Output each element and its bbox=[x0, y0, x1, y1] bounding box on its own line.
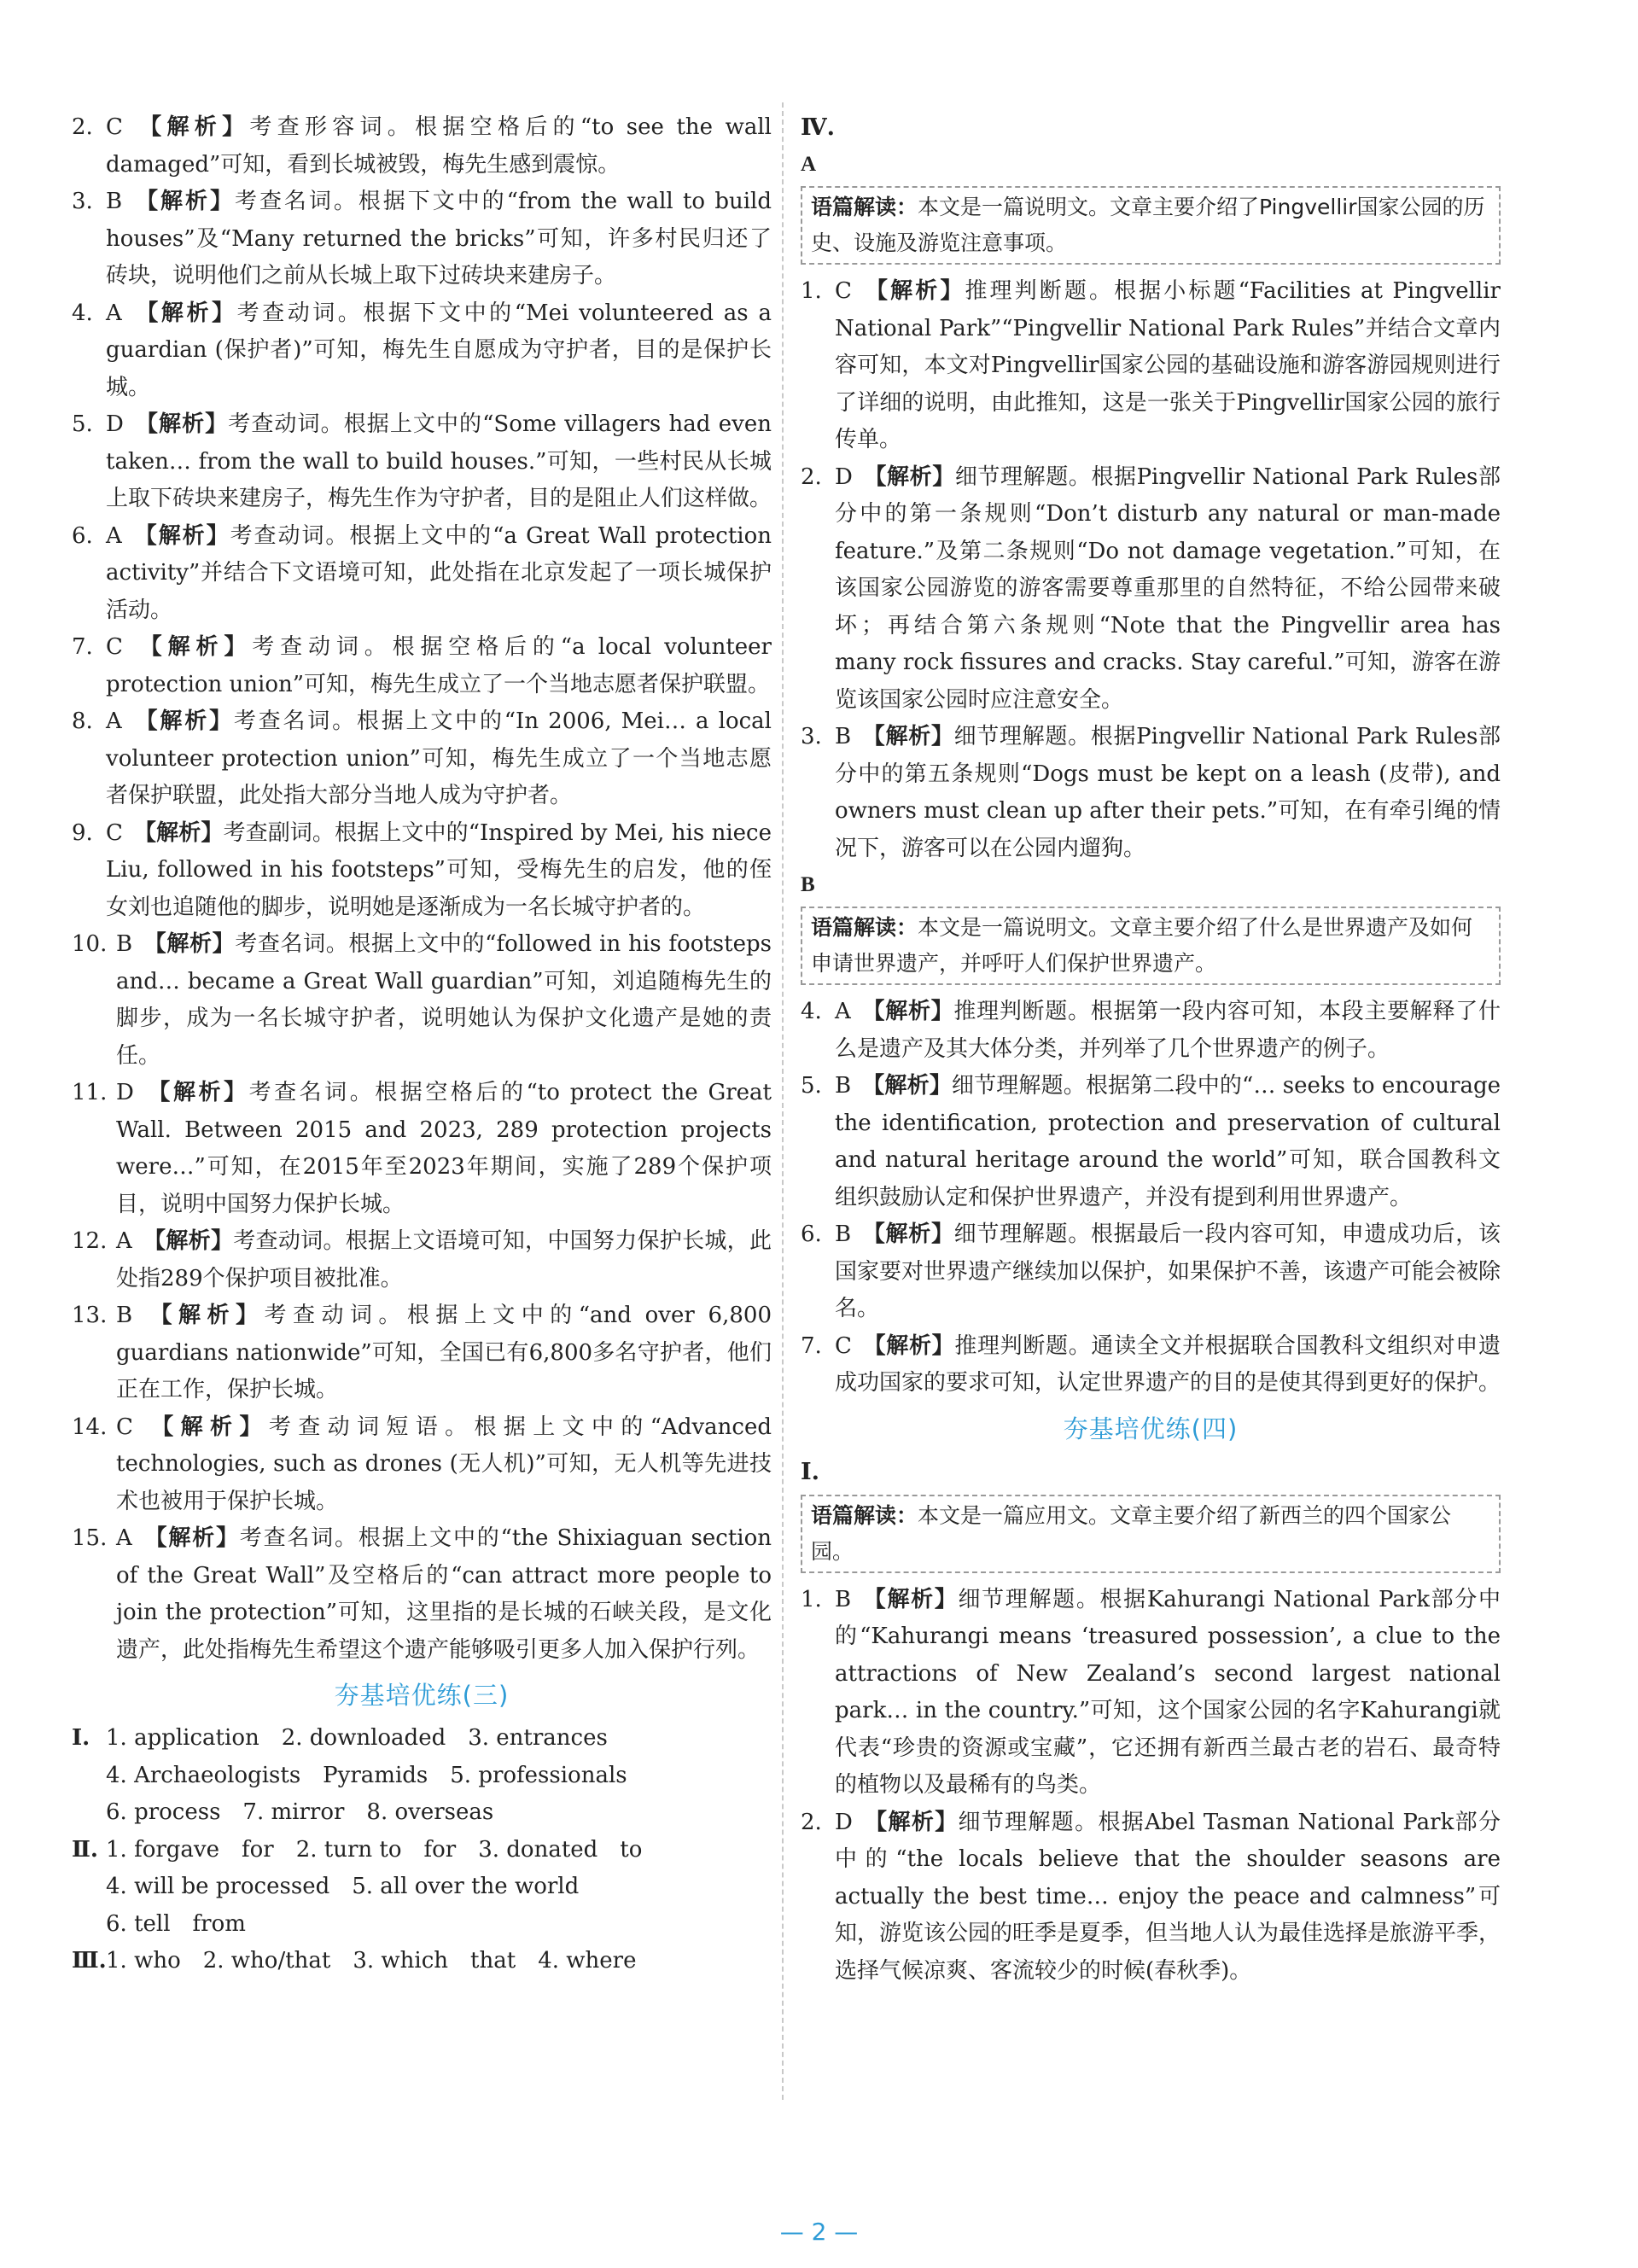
item-number: 13. bbox=[72, 1303, 108, 1328]
part-roman-numeral: Ⅱ. bbox=[72, 1836, 98, 1863]
answer-line bbox=[72, 1794, 772, 1832]
analysis-tag: 【解析】 bbox=[133, 634, 253, 660]
item-answer: D bbox=[835, 1809, 853, 1835]
item-number: 1. bbox=[801, 1586, 822, 1612]
item-number: 3. bbox=[801, 724, 822, 749]
answer-item bbox=[801, 1216, 1501, 1328]
item-answer: D bbox=[106, 411, 124, 437]
item-answer: B bbox=[116, 1303, 133, 1328]
item-answer: B bbox=[835, 1221, 852, 1247]
analysis-tag: 【解析】 bbox=[862, 1073, 952, 1099]
analysis-tag: 【解析】 bbox=[862, 1221, 954, 1247]
item-number: 4. bbox=[801, 999, 822, 1024]
passage-summary-label: 语篇解读： bbox=[811, 195, 918, 219]
analysis-tag: 【解析】 bbox=[143, 1525, 240, 1551]
item-number: 5. bbox=[72, 411, 93, 437]
item-explanation: 考查动词短语。根据上文中的“Advanced technologies, such as drones (无人机)”可知，无人机等先进技术也被用于保护长城。 bbox=[116, 1414, 772, 1514]
item-explanation: 考查动词。根据上文语境可知，中国努力保护长城，此处指289个保护项目被批准。 bbox=[116, 1228, 772, 1291]
analysis-tag: 【解析】 bbox=[143, 1414, 269, 1440]
item-number: 5. bbox=[801, 1073, 822, 1099]
analysis-tag: 【解析】 bbox=[863, 464, 955, 490]
answer-item bbox=[72, 109, 772, 184]
answer-text: 1. application 2. downloaded 3. entrances bbox=[106, 1725, 608, 1751]
analysis-tag: 【解析】 bbox=[861, 999, 954, 1024]
answer-item bbox=[72, 1409, 772, 1521]
passage-summary-box bbox=[801, 907, 1501, 985]
item-answer: A bbox=[116, 1525, 132, 1551]
answer-item bbox=[72, 295, 772, 407]
item-explanation: 细节理解题。根据Kahurangi National Park部分中的“Kahurangi means ‘treasured possession’, a clue to the attractions of New Zealand’s second largest national park… in the country.”可知，这个国家公园的名字Kahurangi就代表“珍贵的资源或宝藏”，它还拥有新西兰最古老的岩石、最奇特的植物以及最稀有的鸟类。 bbox=[835, 1586, 1501, 1798]
answer-item bbox=[72, 406, 772, 518]
part-roman-numeral: Ⅲ. bbox=[72, 1948, 107, 1974]
passage-summary-box bbox=[801, 1495, 1501, 1573]
answer-text: 1. who 2. who/that 3. which that 4. where bbox=[106, 1948, 637, 1974]
answer-item bbox=[72, 518, 772, 630]
answer-item bbox=[72, 184, 772, 295]
passage-summary-text: 本文是一篇说明文。文章主要介绍了Pingvellir国家公园的历史、设施及游览注意事项。 bbox=[811, 195, 1485, 255]
analysis-tag: 【解析】 bbox=[862, 1332, 955, 1359]
item-answer: C bbox=[106, 634, 123, 660]
answer-item bbox=[72, 703, 772, 815]
answer-text: 4. Archaeologists Pyramids 5. professionals bbox=[106, 1762, 627, 1788]
section-title: 夯基培优练(三) bbox=[334, 1681, 510, 1710]
answer-text: 1. forgave for 2. turn to for 3. donated to bbox=[106, 1836, 643, 1863]
analysis-tag: 【解析】 bbox=[143, 1228, 234, 1254]
answer-text: 4. will be processed 5. all over the world bbox=[106, 1874, 580, 1899]
item-explanation: 考查动词。根据下文中的“Mei volunteered as a guardian (保护者)”可知，梅先生自愿成为守护者，目的是保护长城。 bbox=[106, 300, 772, 400]
analysis-tag: 【解析】 bbox=[862, 724, 954, 749]
answer-item bbox=[801, 1068, 1501, 1216]
item-answer: C bbox=[116, 1414, 133, 1440]
item-explanation: 考查副词。根据上文中的“Inspired by Mei, his niece Liu, followed in his footsteps”可知，受梅先生的启发，他的侄女刘也追随他的脚步，说明她是逐渐成为一名长城守护者的。 bbox=[106, 819, 772, 920]
page-number: — 2 — bbox=[779, 2218, 859, 2246]
answer-item bbox=[801, 1582, 1501, 1804]
item-answer: D bbox=[116, 1080, 134, 1105]
item-number: 15. bbox=[72, 1525, 108, 1551]
item-explanation: 考查名词。根据空格后的“to protect the Great Wall. Between 2015 and 2023, 289 protection projects were…”可知，在2015年至2023年期间，实施了289个保护项目，说明中国努力保护长城。 bbox=[116, 1080, 772, 1217]
passage-summary-text: 本文是一篇说明文。文章主要介绍了什么是世界遗产及如何申请世界遗产，并呼吁人们保护世界遗产。 bbox=[811, 915, 1473, 976]
passage-letter: B bbox=[801, 873, 815, 896]
analysis-tag: 【解析】 bbox=[144, 1080, 249, 1105]
answer-item bbox=[801, 1804, 1501, 1991]
part-roman-numeral: Ⅰ. bbox=[72, 1725, 90, 1751]
item-number: 2. bbox=[72, 114, 93, 140]
item-explanation: 考查动词。根据上文中的“Some villagers had even taken… from the wall to build houses.”可知，一些村民从长城上取下砖块来建房子，梅先生作为守护者，目的是阻止人们这样做。 bbox=[106, 411, 772, 511]
right-column bbox=[801, 109, 1501, 1990]
item-number: 11. bbox=[72, 1080, 108, 1105]
analysis-tag: 【解析】 bbox=[863, 1809, 959, 1835]
item-number: 6. bbox=[72, 522, 93, 549]
answer-text: 6. tell from bbox=[106, 1910, 246, 1937]
section-title: 夯基培优练(四) bbox=[1063, 1414, 1239, 1443]
answer-text: 6. process 7. mirror 8. overseas bbox=[106, 1799, 494, 1825]
item-explanation: 细节理解题。根据Abel Tasman National Park部分中的“the locals believe that the shoulder seasons are actually the best time… enjoy the peace and calmness”可知，游览该公园的旺季是夏季，但当地人认为最佳选择是旅游平季，选择气候凉爽、客流较少的时候(春秋季)。 bbox=[835, 1809, 1501, 1984]
answer-line bbox=[72, 1720, 772, 1758]
item-explanation: 考查名词。根据下文中的“from the wall to build houses”及“Many returned the bricks”可知，许多村民归还了砖块，说明他们之前从长城上取下过砖块来建房子。 bbox=[106, 189, 772, 289]
analysis-tag: 【解析】 bbox=[862, 1586, 959, 1612]
item-answer: A bbox=[106, 708, 122, 734]
item-answer: B bbox=[835, 724, 852, 749]
column-divider bbox=[782, 102, 784, 2100]
answer-item bbox=[801, 719, 1501, 867]
analysis-tag: 【解析】 bbox=[132, 708, 234, 734]
left-column bbox=[72, 109, 772, 1980]
item-number: 10. bbox=[72, 931, 108, 957]
answer-item bbox=[72, 815, 772, 927]
item-explanation: 推理判断题。根据第一段内容可知，本段主要解释了什么是遗产及其大体分类，并列举了几个世界遗产的例子。 bbox=[835, 999, 1501, 1062]
analysis-tag: 【解析】 bbox=[862, 278, 965, 304]
item-explanation: 细节理解题。根据Pingvellir National Park Rules部分中的第一条规则“Don’t disturb any natural or man-made feature.”及第二条规则“Do not damage vegetation.”可知，在该国家公园游览的游客需要尊重那里的自然特征，不给公园带来破坏；再结合第六条规则“Note that the Pingvellir area has many rock fissures and cracks. Stay careful.”可知，游客在游览该国家公园时应注意安全。 bbox=[835, 464, 1501, 713]
item-answer: C bbox=[835, 278, 852, 304]
analysis-tag: 【解析】 bbox=[133, 819, 224, 846]
item-answer: A bbox=[116, 1228, 132, 1254]
part-heading: Ⅳ. bbox=[801, 114, 836, 141]
item-answer: B bbox=[106, 189, 123, 214]
analysis-tag: 【解析】 bbox=[134, 411, 229, 437]
passage-summary-label: 语篇解读： bbox=[811, 1502, 918, 1528]
item-explanation: 细节理解题。根据第二段中的“… seeks to encourage the identification, protection and preservation of cultural and natural heritage around the world”可知，联合国教科文组织鼓励认定和保护世界遗产，并没有提到利用世界遗产。 bbox=[835, 1073, 1501, 1210]
item-answer: C bbox=[106, 819, 123, 846]
passage-summary-text: 本文是一篇应用文。文章主要介绍了新西兰的四个国家公园。 bbox=[811, 1502, 1452, 1564]
item-explanation: 推理判断题。通读全文并根据联合国教科文组织对申遗成功国家的要求可知，认定世界遗产的目的是使其得到更好的保护。 bbox=[835, 1332, 1501, 1396]
item-answer: B bbox=[116, 931, 133, 957]
analysis-tag: 【解析】 bbox=[133, 114, 250, 140]
item-explanation: 考查名词。根据上文中的“followed in his footsteps and… became a Great Wall guardian”可知，刘追随梅先生的脚步，成为一名长城守护者，说明她认为保护文化遗产是她的责任。 bbox=[116, 931, 772, 1069]
answer-line bbox=[72, 1869, 772, 1906]
item-answer: A bbox=[835, 999, 851, 1024]
item-explanation: 考查名词。根据上文中的“In 2006, Mei… a local volunteer protection union”可知，梅先生成立了一个当地志愿者保护联盟，此处指大部分当地人成为守护者。 bbox=[106, 708, 772, 808]
item-answer: C bbox=[835, 1332, 852, 1359]
analysis-tag: 【解析】 bbox=[132, 522, 230, 549]
item-answer: C bbox=[106, 114, 123, 140]
item-answer: D bbox=[835, 464, 853, 490]
item-number: 14. bbox=[72, 1414, 108, 1440]
item-number: 12. bbox=[72, 1228, 108, 1254]
item-answer: B bbox=[835, 1073, 852, 1099]
item-explanation: 考查动词。根据上文中的“and over 6,800 guardians nationwide”可知，全国已有6,800多名守护者，他们正在工作，保护长城。 bbox=[116, 1303, 772, 1402]
answer-item bbox=[801, 273, 1501, 459]
item-explanation: 考查形容词。根据空格后的“to see the wall damaged”可知，看到长城被毁，梅先生感到震惊。 bbox=[106, 114, 772, 178]
answer-item bbox=[72, 1297, 772, 1409]
answer-item bbox=[801, 459, 1501, 720]
answer-line bbox=[72, 1943, 772, 1980]
item-number: 2. bbox=[801, 1809, 822, 1835]
item-number: 3. bbox=[72, 189, 93, 214]
item-number: 7. bbox=[72, 634, 93, 660]
answer-line bbox=[72, 1906, 772, 1944]
item-explanation: 推理判断题。根据小标题“Facilities at Pingvellir National Park”“Pingvellir National Park Rules”并结合文章内容可知，本文对Pingvellir国家公园的基础设施和游客游园规则进行了详细的说明，由此推知，这是一张关于Pingvellir国家公园的旅行传单。 bbox=[835, 278, 1501, 452]
passage-letter: A bbox=[801, 153, 817, 176]
item-answer: A bbox=[106, 300, 122, 326]
analysis-tag: 【解析】 bbox=[132, 300, 237, 326]
item-explanation: 细节理解题。根据Pingvellir National Park Rules部分中的第五条规则“Dogs must be kept on a leash (皮带), and owners must clean up after their pets.”可知，在有牵引绳的情况下，游客可以在公园内遛狗。 bbox=[835, 724, 1501, 861]
item-explanation: 考查名词。根据上文中的“the Shixiaguan section of the Great Wall”及空格后的“can attract more people to join the protection”可知，这里指的是长城的石峡关段，是文化遗产，此处指梅先生希望这个遗产能够吸引更多人加入保护行列。 bbox=[116, 1525, 772, 1663]
item-explanation: 细节理解题。根据最后一段内容可知，申遗成功后，该国家要对世界遗产继续加以保护，如果保护不善，该遗产可能会被除名。 bbox=[835, 1221, 1501, 1321]
item-answer: A bbox=[106, 522, 122, 549]
analysis-tag: 【解析】 bbox=[133, 189, 235, 214]
item-number: 7. bbox=[801, 1332, 822, 1359]
item-answer: B bbox=[835, 1586, 852, 1612]
item-number: 4. bbox=[72, 300, 93, 326]
answer-item bbox=[801, 1328, 1501, 1402]
item-number: 1. bbox=[801, 278, 822, 304]
answer-item bbox=[72, 1223, 772, 1297]
answer-line bbox=[72, 1758, 772, 1795]
item-number: 6. bbox=[801, 1221, 822, 1247]
item-number: 9. bbox=[72, 819, 93, 846]
passage-summary-box bbox=[801, 186, 1501, 265]
passage-summary-label: 语篇解读： bbox=[811, 915, 918, 940]
analysis-tag: 【解析】 bbox=[143, 931, 236, 957]
item-explanation: 考查动词。根据上文中的“a Great Wall protection activity”并结合下文语境可知，此处指在北京发起了一项长城保护活动。 bbox=[106, 522, 772, 623]
item-explanation: 考查动词。根据空格后的“a local volunteer protection union”可知，梅先生成立了一个当地志愿者保护联盟。 bbox=[106, 634, 772, 697]
answer-item bbox=[72, 1520, 772, 1669]
answer-item bbox=[72, 926, 772, 1075]
analysis-tag: 【解析】 bbox=[143, 1303, 265, 1328]
answer-item bbox=[801, 994, 1501, 1068]
item-number: 2. bbox=[801, 464, 822, 490]
answer-item bbox=[72, 629, 772, 703]
part-heading: Ⅰ. bbox=[801, 1458, 820, 1485]
item-number: 8. bbox=[72, 708, 93, 734]
answer-line bbox=[72, 1832, 772, 1869]
answer-item bbox=[72, 1075, 772, 1223]
